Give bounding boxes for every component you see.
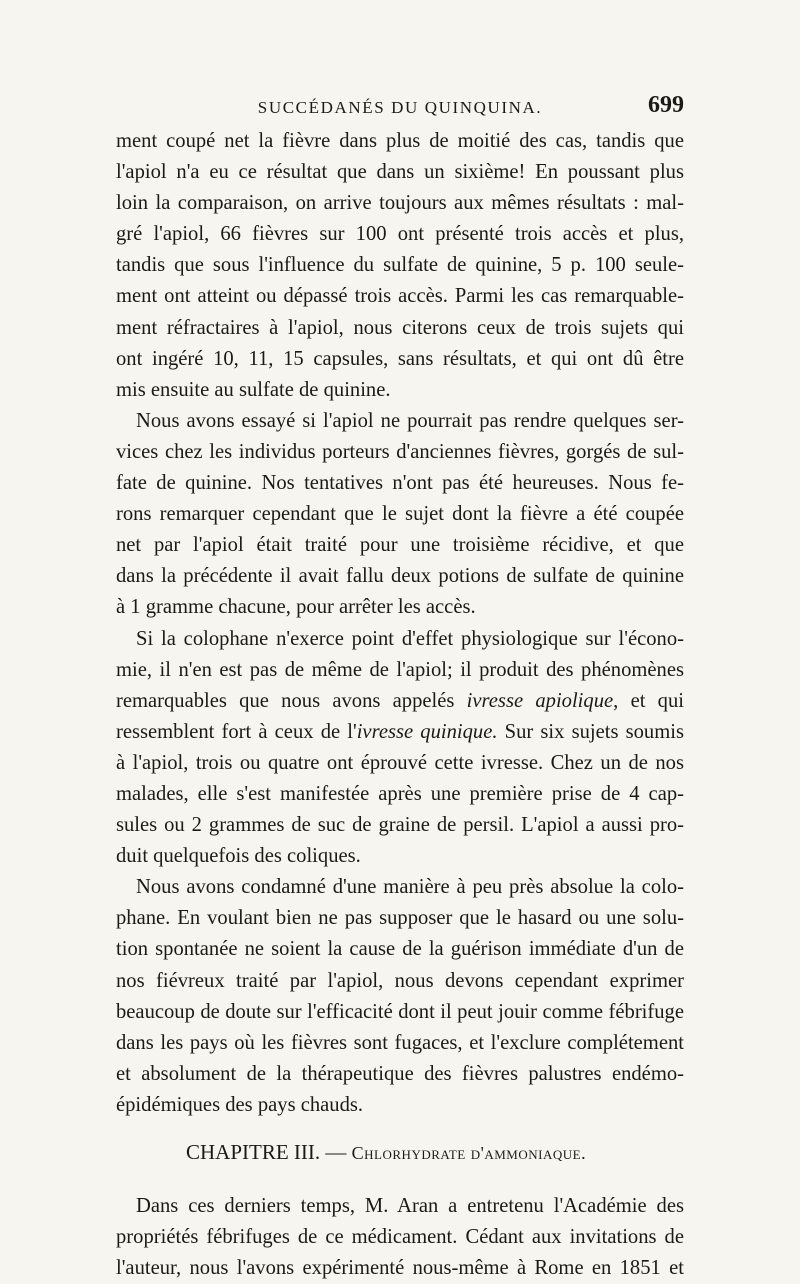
text-line: dans la précédente il avait fallu deux potions de sulfate de quinine — [116, 565, 684, 588]
text-line: gré l'apiol, 66 fièvres sur 100 ont présenté trois accès et plus, — [116, 223, 684, 246]
text-line: tandis que sous l'influence du sulfate de quinine, 5 p. 100 seule- — [116, 254, 684, 277]
italic-term: ivresse quinique. — [356, 720, 498, 743]
text-segment: remarquables que nous avons appelés — [116, 689, 467, 712]
running-title: SUCCÉDANÉS DU QUINQUINA. — [257, 98, 543, 117]
spacer — [116, 1169, 684, 1191]
text-line: rons remarquer cependant que le sujet dont la fièvre a été coupée — [116, 503, 684, 526]
text-line: Si la colophane n'exerce point d'effet physiologique sur l'écono- — [136, 627, 684, 650]
text-line: ment réfractaires à l'apiol, nous citerons ceux de trois sujets qui — [116, 316, 684, 339]
text-segment: ressemblent fort à ceux de l' — [116, 720, 357, 743]
text-line: nos fiévreux traité par l'apiol, nous devons cependant exprimer — [116, 969, 684, 992]
text-line: à l'apiol, trois ou quatre ont éprouvé cette ivresse. Chez un de nos — [116, 751, 684, 774]
spacer — [116, 1121, 684, 1135]
page-number: 699 — [648, 92, 684, 118]
text-line: ment coupé net la fièvre dans plus de moitié des cas, tandis que — [116, 130, 684, 152]
paragraph-2 — [116, 406, 684, 624]
text-line: mie, il n'en est pas de même de l'apiol; il produit des phénomènes — [116, 658, 684, 681]
text-line: Dans ces derniers temps, M. Aran a entretenu l'Académie des — [136, 1195, 684, 1217]
body-text — [116, 126, 684, 1284]
text-line: fate de quinine. Nos tentatives n'ont pas été heureuses. Nous fe- — [116, 472, 684, 495]
text-line: duit quelquefois des coliques. — [116, 845, 361, 868]
paragraph-3 — [116, 624, 684, 873]
text-line: Nous avons essayé si l'apiol ne pourrait pas rendre quelques ser- — [136, 409, 684, 432]
text-line: sules ou 2 grammes de suc de graine de persil. L'apiol a aussi pro- — [116, 814, 684, 837]
paragraph-1 — [116, 126, 684, 406]
text-line: malades, elle s'est manifestée après une première prise de 4 cap- — [116, 782, 684, 805]
text-line: à 1 gramme chacune, pour arrêter les accès. — [116, 596, 476, 619]
text-line: ment ont atteint ou dépassé trois accès. Parmi les cas remarquable- — [116, 285, 684, 308]
text-line — [116, 686, 684, 717]
text-line: vices chez les individus porteurs d'anciennes fièvres, gorgés de sul- — [116, 440, 684, 463]
paragraph-5 — [116, 1191, 684, 1284]
text-line: dans les pays où les fièvres sont fugaces, et l'exclure complétement — [116, 1031, 684, 1054]
text-line: phane. En voulant bien ne pas supposer que le hasard ou une solu- — [116, 907, 684, 930]
text-segment: , et qui — [613, 689, 684, 712]
text-line: épidémiques des pays chauds. — [116, 1093, 364, 1116]
text-line: l'auteur, nous l'avons expérimenté nous-même à Rome en 1851 et — [116, 1257, 684, 1280]
text-line: loin la comparaison, on arrive toujours aux mêmes résultats : mal- — [116, 192, 684, 215]
paragraph-4 — [116, 872, 684, 1121]
text-line: tion spontanée ne soient la cause de la guérison immédiate d'un de — [116, 938, 684, 961]
text-line: Nous avons condamné d'une manière à peu près absolue la colo- — [136, 876, 684, 899]
running-header — [116, 92, 684, 122]
chapter-heading — [116, 1135, 684, 1169]
chapter-title: Chlorhydrate d'ammoniaque. — [351, 1143, 587, 1163]
chapter-number: CHAPITRE III. — — [186, 1140, 352, 1164]
text-line: mis ensuite au sulfate de quinine. — [116, 378, 391, 401]
text-segment: Sur six sujets soumis — [497, 720, 684, 743]
text-line — [116, 717, 684, 748]
text-line: net par l'apiol était traité pour une troisième récidive, et que — [116, 534, 684, 557]
text-line: et absolument de la thérapeutique des fièvres palustres endémo- — [116, 1062, 684, 1085]
text-line: l'apiol n'a eu ce résultat que dans un sixième! En poussant plus — [116, 161, 684, 184]
text-line: propriétés fébrifuges de ce médicament. Cédant aux invitations de — [116, 1226, 684, 1249]
italic-term: ivresse apiolique — [466, 689, 614, 712]
text-line: ont ingéré 10, 11, 15 capsules, sans résultats, et qui ont dû être — [116, 347, 684, 370]
text-line: beaucoup de doute sur l'efficacité dont il peut jouir comme fébrifuge — [116, 1000, 684, 1023]
